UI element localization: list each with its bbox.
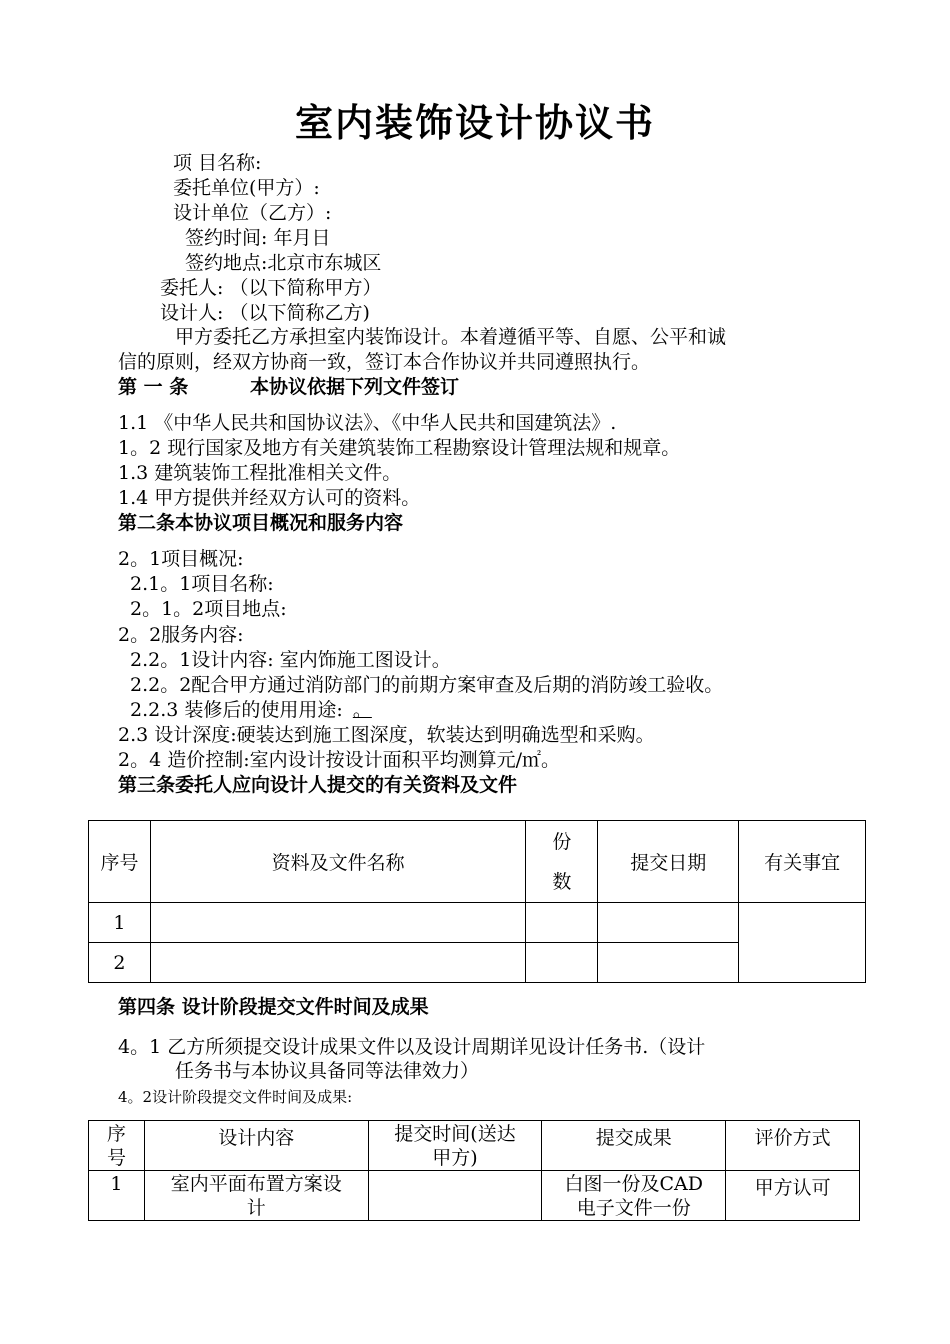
table-row [89,1171,860,1221]
table-header-row [89,1121,860,1171]
copies-char-1: 份 [552,830,572,853]
article2-item: 2.2。2配合甲方通过消防部门的前期方案审查及后期的消防竣工验收。 [130,674,724,696]
row-serial: 2 [89,943,151,983]
article2-item: 2。4 造价控制:室内设计按设计面积平均测算元/㎡。 [118,749,561,771]
row-serial: 1 [89,903,151,943]
article2-item: 2。2服务内容: [118,624,244,646]
cell-empty [150,903,525,943]
cell-empty [598,903,739,943]
field-client-person: 委托人: （以下简称甲方） [160,277,382,299]
field-sign-date: 签约时间: 年月日 [185,227,331,249]
field-sign-location: 签约地点:北京市东城区 [185,252,382,274]
col-header-submit-time [368,1121,542,1171]
table-header-row [89,821,866,903]
field-design-party: 设计单位（乙方）: [173,202,332,224]
deliverables-line-2: 电子文件一份 [576,1196,691,1219]
col-header-serial [89,1121,145,1171]
article4-heading: 第四条 设计阶段提交文件时间及成果 [118,996,429,1018]
col-header-serial: 序号 [89,821,151,903]
document-title: 室内装饰设计协议书 [294,100,655,145]
article3-heading: 第三条委托人应向设计人提交的有关资料及文件 [118,774,518,796]
design-content-line-2: 计 [246,1196,266,1219]
article4-item1-line2: 任务书与本协议具备同等法律效力） [175,1060,480,1082]
article2-item: 2。1项目概况: [118,548,244,570]
article4-item2: 4。2设计阶段提交文件时间及成果: [118,1088,353,1106]
intro-line-2: 信的原则，经双方协商一致，签订本合作协议并共同遵照执行。 [118,351,651,373]
col-header-copies [526,821,598,903]
cell-empty [150,943,525,983]
article2-item: 2.3 设计深度:硬装达到施工图深度，软装达到明确选型和采购。 [118,724,655,746]
article2-item: 2.2。1设计内容: 室内饰施工图设计。 [130,649,451,671]
col-header-evaluation: 评价方式 [726,1121,860,1171]
col-header-submit-date: 提交日期 [598,821,739,903]
submit-time-line-2: 甲方) [432,1146,478,1169]
row-evaluation: 甲方认可 [726,1171,860,1221]
submission-materials-table [88,820,866,983]
article1-item: 1.3 建筑装饰工程批准相关文件。 [118,462,402,484]
row-serial: 1 [89,1171,145,1221]
col-header-document-name: 资料及文件名称 [150,821,525,903]
article1-item: 1.1 《中华人民共和国协议法》、《中华人民共和国建筑法》. [118,412,617,434]
copies-char-2: 数 [552,870,572,893]
article1-item: 1。2 现行国家及地方有关建筑装饰工程勘察设计管理法规和规章。 [118,437,681,459]
article2-heading: 第二条本协议项目概况和服务内容 [118,512,404,534]
article1-heading-number: 第 一 条 [118,376,189,398]
col-header-design-content: 设计内容 [144,1121,368,1171]
cell-empty [526,903,598,943]
cell-empty [598,943,739,983]
field-client-party: 委托单位(甲方）: [173,177,320,199]
design-stage-deliverables-table [88,1120,860,1221]
col-header-deliverables: 提交成果 [542,1121,726,1171]
serial-char-2: 号 [106,1146,126,1169]
deliverables-line-1: 白图一份及CAD [564,1172,704,1195]
cell-remarks-merged [739,903,866,983]
field-project-name: 项 目名称: [173,152,262,174]
serial-char-1: 序 [106,1122,126,1145]
col-header-remarks: 有关事宜 [739,821,866,903]
article1-heading-text: 本协议依据下列文件签订 [250,376,460,398]
article2-usage-label: 2.2.3 装修后的使用用途: [130,699,343,721]
row-submit-time [368,1171,542,1221]
cell-empty [526,943,598,983]
article2-item: 2。1。2项目地点: [130,598,287,620]
article2-item-usage [130,697,372,723]
article4-item1-line1: 4。1 乙方所须提交设计成果文件以及设计周期详见设计任务书.（设计 [118,1036,706,1058]
row-deliverables [542,1171,726,1221]
design-content-line-1: 室内平面布置方案设 [170,1172,342,1195]
usage-blank: 。 [352,699,372,721]
article2-item: 2.1。1项目名称: [130,573,274,595]
field-designer-person: 设计人: （以下简称乙方) [160,302,370,324]
submit-time-line-1: 提交时间(送达 [394,1122,516,1145]
intro-line-1: 甲方委托乙方承担室内装饰设计。本着遵循平等、自愿、公平和诚 [175,326,727,348]
table-row [89,903,866,943]
article1-item: 1.4 甲方提供并经双方认可的资料。 [118,487,421,509]
row-design-content [144,1171,368,1221]
